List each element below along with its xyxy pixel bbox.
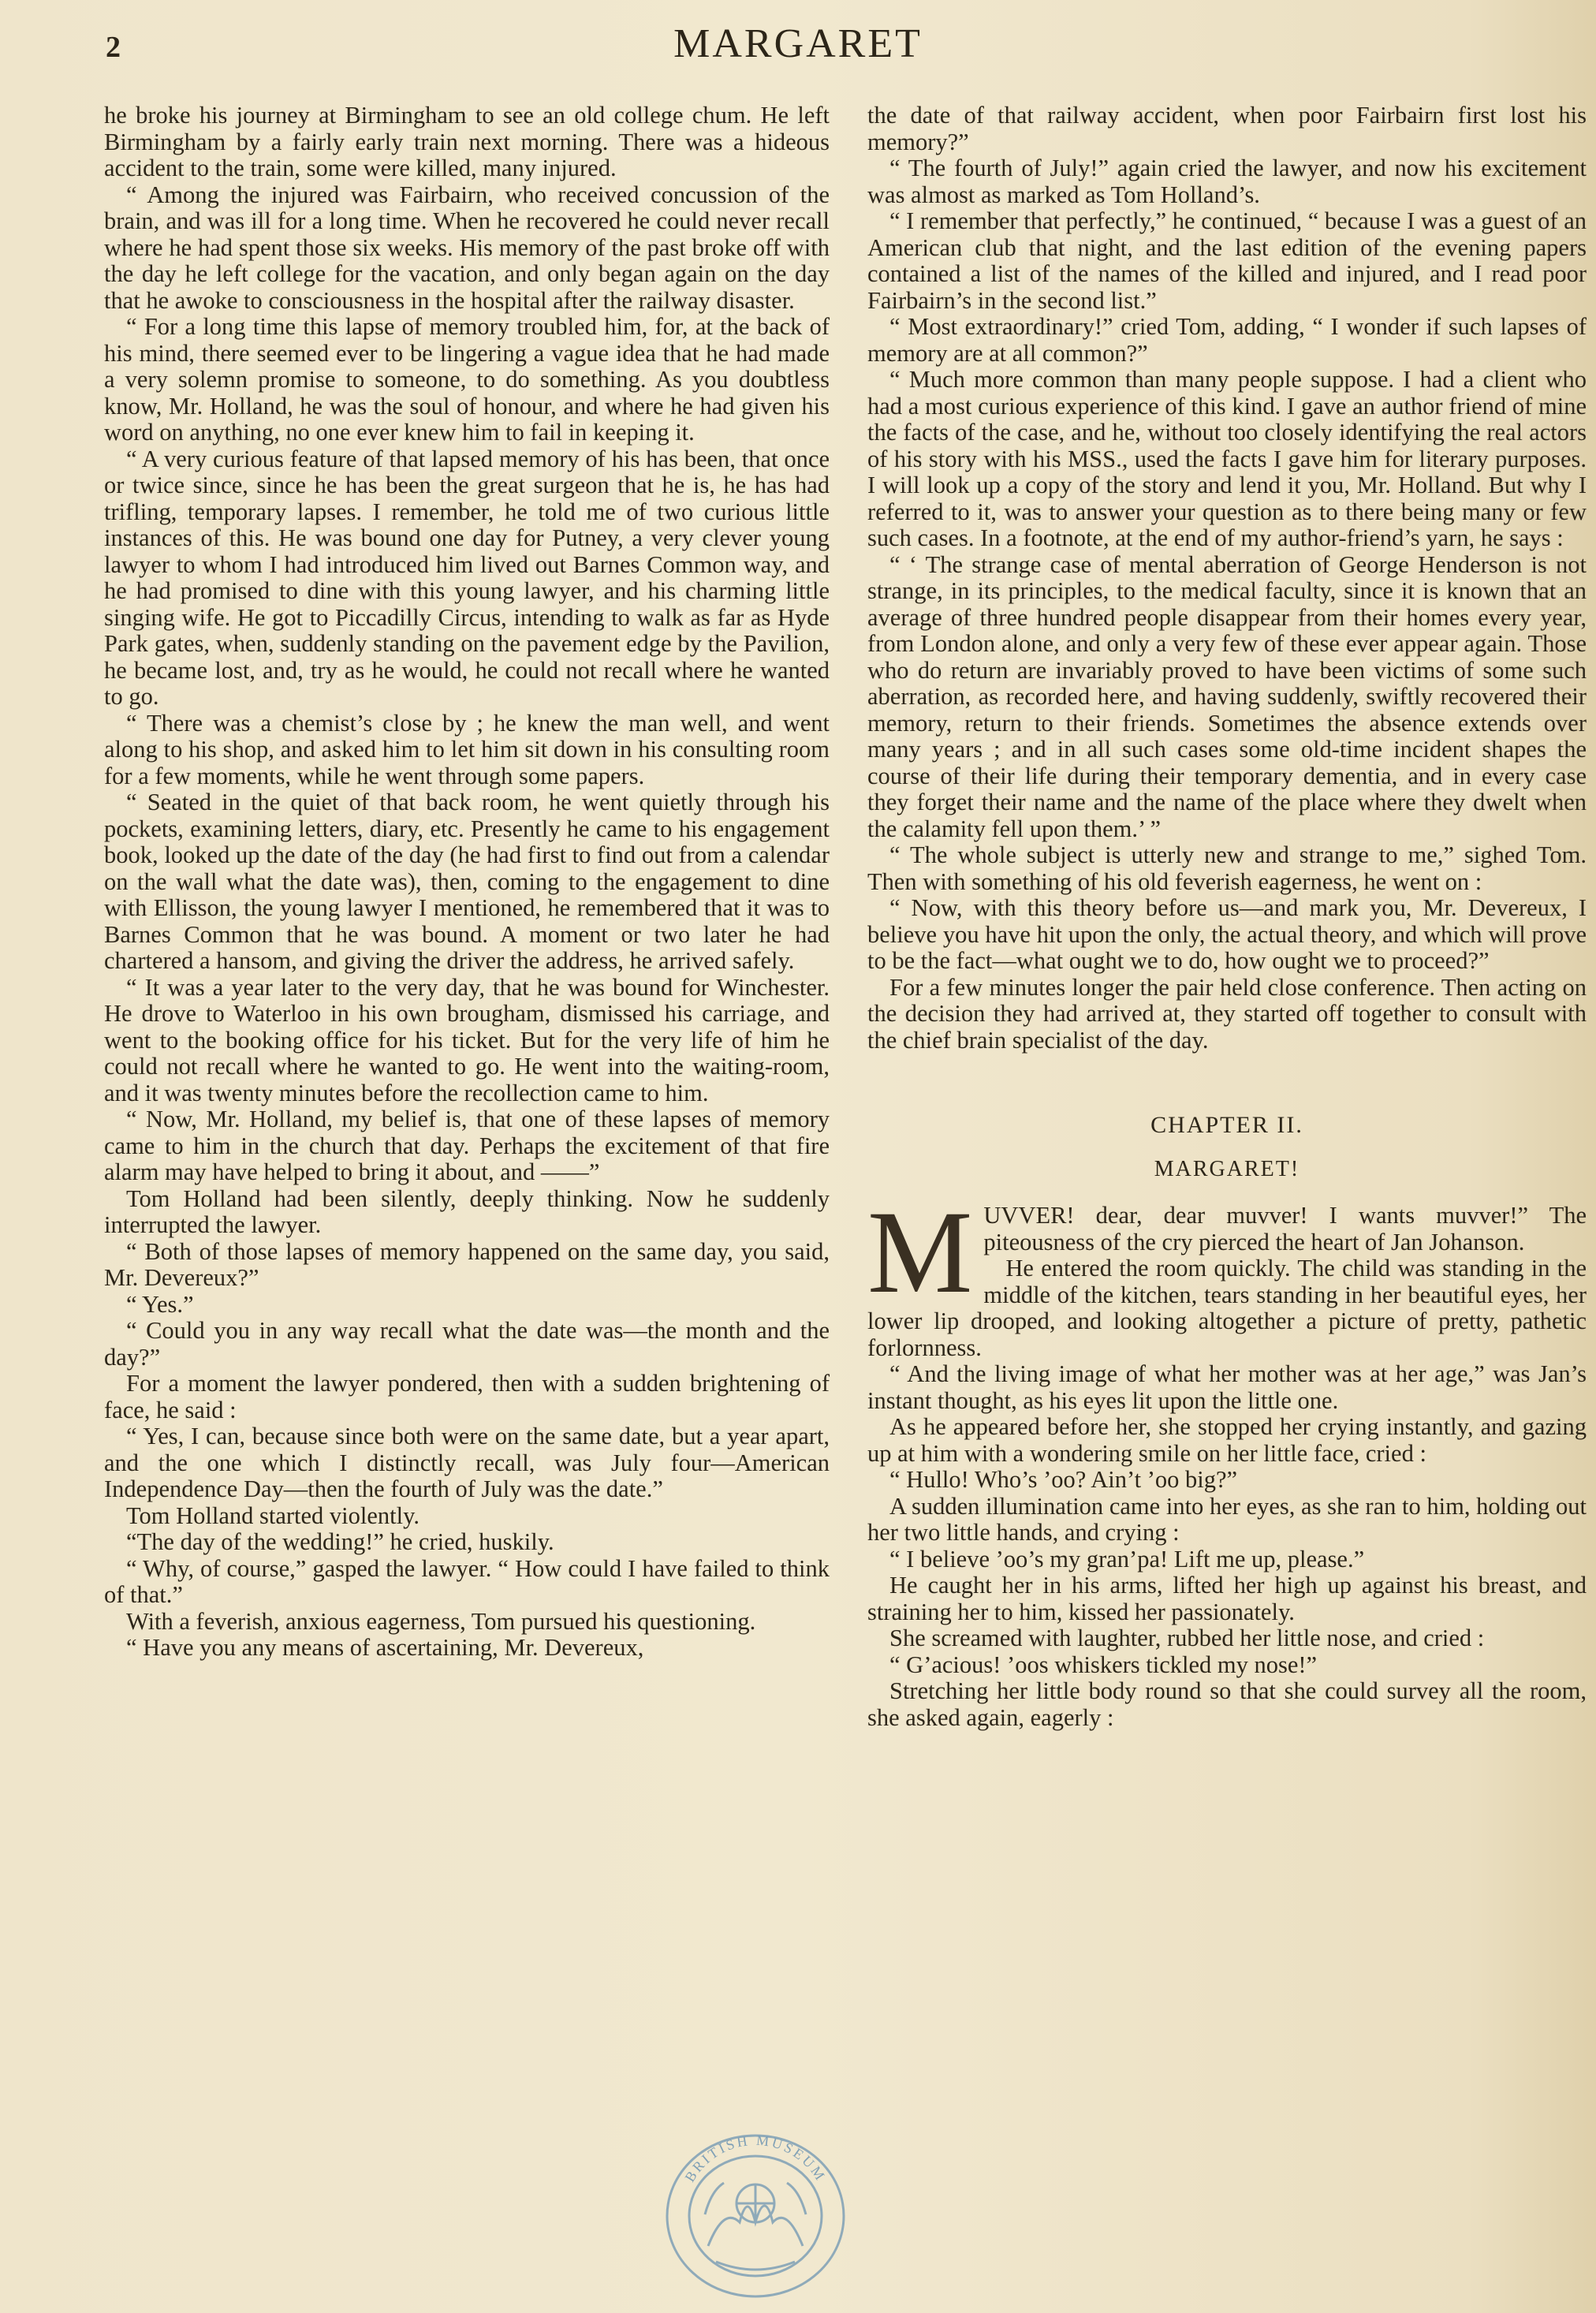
paragraph: “ ‘ The strange case of mental aberration of George Henderson is not strange, in its principles, to the medical faculty, since it is known that an average of three hundred people disappear from their homes every year, from London alone, and only a very few of these ever appear again. Those who do return are invariably proved to have been victims of some such aberration, as recorded here, and having suddenly, swiftly recovered their memory, return to their friends. Sometimes the absence extends over many years ; and in all such cases some old-time incident shapes the course of their life during their temporary dementia, and in every case they forget their name and the name of the place where they dwelt when the calamity fell upon them.’ ” [867,550,1587,842]
paragraph: “ Most extraordinary!” cried Tom, adding, “ I wonder if such lapses of memory are at all common?” [867,313,1587,367]
paragraph: “ It was a year later to the very day, that he was bound for Winchester. He drove to Waterloo in his own brougham, dismissed his carriage, and went to the booking office for his ticket. But for the very life of him he could not recall where he wanted to go. He went into the waiting-room, and it was twenty minutes before the recollection came to him. [104,973,830,1106]
paragraph: “ Yes, I can, because since both were on the same date, but a year apart, and the one which I distinctly recall, was July four—American Independence Day—then the fourth of July was the date.” [104,1423,830,1502]
left-column [104,103,830,1662]
paragraph: “The day of the wedding!” he cried, huskily. [126,1528,554,1555]
paragraph: For a few minutes longer the pair held close conference. Then acting on the decision they had arrived at, they started off together to consult with the chief brain specialist of the day. [867,973,1587,1054]
paragraph: Tom Holland had been silently, deeply thinking. Now he suddenly interrupted the lawyer. [104,1184,830,1238]
paragraph: “ G’acious! ’oos whiskers tickled my nose!” [889,1651,1318,1678]
paragraph: Tom Holland started violently. [126,1502,420,1529]
chapter-opening-text: UVVER! dear, dear muvver! I wants muvver!” The piteousness of the cry pierced the heart of Jan Johanson. [983,1202,1587,1255]
paragraph: “ Now, with this theory before us—and mark you, Mr. Devereux, I believe you have hit upon the only, the actual theory, and which will prove to be the fact—what ought we to do, how ought we to proceed?” [867,894,1587,974]
chapter-title: MARGARET! [1154,1156,1300,1181]
page-number: 2 [106,31,121,64]
paragraph: He caught her in his arms, lifted her high up against his breast, and straining her to him, kissed her passionately. [867,1572,1587,1625]
paragraph: “ Seated in the quiet of that back room, he went quietly through his pockets, examining letters, diary, etc. Presently he came to his engagement book, looked up the date of the day (he had first to find out from a calendar on the wall what the date was), then, coming to the engagement to dine with Ellisson, the young lawyer I mentioned, he remembered that it was to Barnes Common that he was bound. A moment or two later he had chartered a hansom, and giving the driver the address, he arrived safely. [104,789,830,974]
paragraph: “ There was a chemist’s close by ; he knew the man well, and went along to his shop, and asked him to let him sit down in his consulting room for a few moments, while he went through some papers. [104,709,830,789]
paragraph: “ Now, Mr. Holland, my belief is, that one of these lapses of memory came to him in the church that day. Perhaps the excitement of that fire alarm may have helped to bring it about, and ——” [104,1106,830,1185]
paragraph: “ Could you in any way recall what the date was—the month and the day?” [104,1317,830,1371]
paragraph: Stretching her little body round so that she could survey all the room, she asked again, eagerly : [867,1677,1587,1731]
paragraph: “ The whole subject is utterly new and strange to me,” sighed Tom. Then with something of his old feverish eagerness, he went on : [867,841,1587,895]
stamp-lettering: BRITISH MUSEUM [681,2132,830,2185]
paragraph: He entered the room quickly. The child was standing in the middle of the kitchen, tears standing in her beautiful eyes, her lower lip drooped, and looking altogether a picture of pretty, pathetic forlornness. [867,1255,1587,1361]
paragraph: A sudden illumination came into her eyes, as she ran to him, holding out her two little hands, and crying : [867,1492,1587,1546]
paragraph: “ I remember that perfectly,” he continued, “ because I was a guest of an American club that night, and the last edition of the evening papers contained a list of the names of the killed and injured, and I read poor Fairbairn’s in the second list.” [867,207,1587,314]
paragraph: For a moment the lawyer pondered, then with a sudden brightening of face, he said : [104,1370,830,1423]
paragraph: “ For a long time this lapse of memory troubled him, for, at the back of his mind, there seemed ever to be lingering a vague idea that he had made a very solemn promise to someone, to do something. As you doubtless know, Mr. Holland, he was the soul of honour, and where he had given his word on anything, no one ever knew him to fail in keeping it. [104,313,830,446]
drop-cap: M [867,1187,973,1318]
paragraph: She screamed with laughter, rubbed her little nose, and cried : [889,1625,1485,1651]
paragraph: As he appeared before her, she stopped her crying instantly, and gazing up at him with a wondering smile on her little face, cried : [867,1413,1587,1467]
paragraph: “ I believe ’oo’s my gran’pa! Lift me up, please.” [889,1545,1365,1572]
paragraph: With a feverish, anxious eagerness, Tom pursued his questioning. [126,1607,756,1635]
paragraph: “ Among the injured was Fairbairn, who received concussion of the brain, and was ill for a long time. When he recovered he could never recall where he had spent those six weeks. His memory of the past broke off with the day he left college for the vacation, and only began again on the day that he awoke to consciousness in the hospital after the railway disaster. [104,181,830,314]
paragraph: “ And the living image of what her mother was at her age,” was Jan’s instant thought, as his eyes lit upon the little one. [867,1360,1587,1414]
library-stamp-seal [661,2128,850,2301]
paragraph: “ Hullo! Who’s ’oo? Ain’t ’oo big?” [889,1466,1238,1493]
paragraph: “ Yes.” [126,1290,194,1318]
paragraph: “ A very curious feature of that lapsed memory of his has been, that once or twice since, since he has been the great surgeon that he is, he has had trifling, temporary lapses. I remember, he told me of two curious little instances of this. He was bound one day for Putney, a very clever young lawyer to whom I had introduced him lived out Barnes Common way, and he had promised to dine with this young lawyer, and his charming little singing wife. He got to Piccadilly Circus, intending to walk as far as Hyde Park gates, when, suddenly standing on the pavement edge by the Pavilion, he became lost, and, try as he would, he could not recall where he wanted to go. [104,445,830,710]
paragraph: “ Much more common than many people suppose. I had a client who had a most curious experience of this kind. I gave an author friend of mine the facts of the case, and he, without too closely identifying the real actors of his story with his MSS., used the facts I gave him for literary purposes. I will look up a copy of the story and lend it you, Mr. Holland. But why I referred to it, was to answer your question as to there being many or few such cases. In a footnote, at the end of my author-friend’s yarn, he says : [867,366,1587,551]
right-column [867,103,1587,1731]
running-title: MARGARET [673,21,923,66]
paragraph: “ The fourth of July!” again cried the lawyer, and now his excitement was almost as marked as Tom Holland’s. [867,155,1587,208]
paragraph: “ Both of those lapses of memory happened on the same day, you said, Mr. Devereux?” [104,1237,830,1291]
paragraph: “ Why, of course,” gasped the lawyer. “ How could I have failed to think of that.” [104,1554,830,1608]
paragraph: the date of that railway accident, when poor Fairbairn first lost his memory?” [867,102,1587,155]
paragraph: he broke his journey at Birmingham to see an old college chum. He left Birmingham by a fairly early train next morning. There was a hideous accident to the train, some were killed, many injured. [104,102,830,181]
chapter-heading: CHAPTER II. [1150,1112,1303,1138]
paragraph: “ Have you any means of ascertaining, Mr. Devereux, [126,1634,644,1661]
